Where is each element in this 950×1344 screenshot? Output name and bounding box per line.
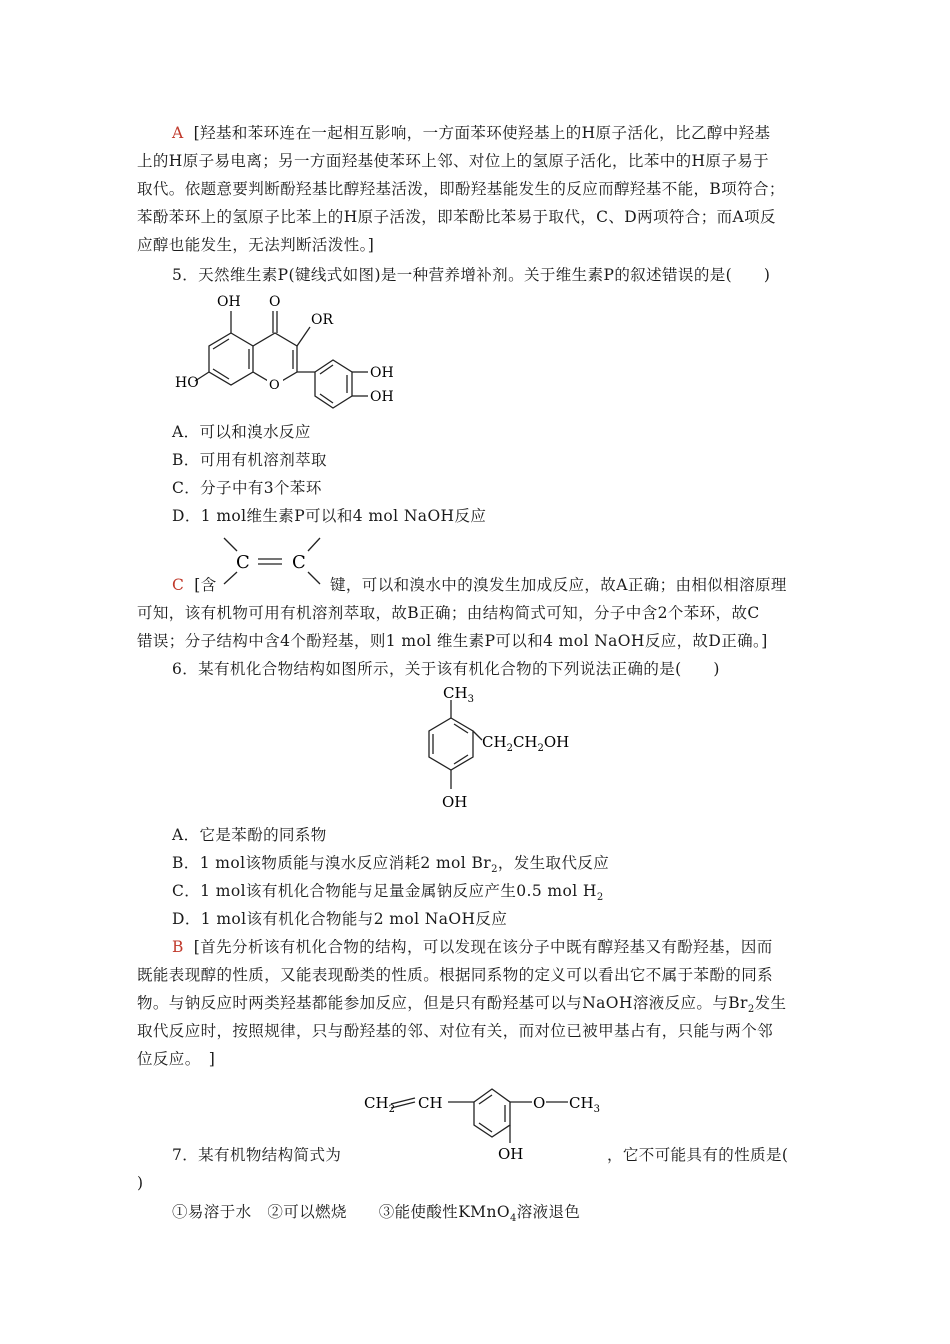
q7-fig-ch: CH [418, 1094, 443, 1112]
q5-option-d: D．1 mol维生素P可以和4 mol NaOH反应 [172, 507, 487, 525]
q6-option-c: C．1 mol该有机化合物能与足量金属钠反应产生0.5 mol $H_2$ [172, 882, 604, 904]
q5-answer-line-3: 错误；分子结构中含4个酚羟基，则1 mol 维生素P可以和4 mol NaOH反应，故D正确。] [137, 632, 768, 650]
q7-fig-ch2: $CH_2$ [364, 1094, 395, 1115]
q7-stem-close: ) [137, 1174, 144, 1192]
q5-fig-carbonyl-o: O [269, 294, 281, 310]
q6-option-a: A．它是苯酚的同系物 [172, 826, 327, 844]
q5-fig-oh-right-2: OH [370, 389, 394, 405]
q7-properties: ①易溶于水 ②可以燃烧 ③能使酸性KMnO$_4$溶液退色 [172, 1203, 581, 1225]
q6-fig-chain: $CH_2CH_2OH$ [482, 733, 570, 754]
q4-answer-line-5: 应醇也能发生，无法判断活泼性。] [137, 236, 375, 254]
q7-structure [360, 1075, 610, 1169]
svg-text:CH3: $CH_3$ [443, 684, 474, 705]
q5-option-c: C．分子中有3个苯环 [172, 479, 322, 497]
q5-cc-c2: C [292, 552, 306, 573]
q6-option-d: D．1 mol该有机化合物能与2 mol NaOH反应 [172, 910, 508, 928]
q5-fig-ring-o: O [269, 378, 280, 393]
q5-answer-line-2: 可知，该有机物可用有机溶剂萃取，故B正确；由结构简式可知，分子中含2个苯环，故C [137, 604, 760, 622]
q6-structure [402, 683, 622, 817]
q4-answer-line-4: 苯酚苯环上的氢原子比苯上的H原子活泼，即苯酚比苯易于取代，C、D两项符合；而A项反 [137, 208, 776, 226]
q5-answer-letter: C [172, 576, 185, 594]
q5-stem: 5．天然维生素P(键线式如图)是一种营养增补剂。关于维生素P的叙述错误的是( ) [172, 266, 771, 284]
q5-cc-double-bond-figure [218, 532, 330, 596]
q6-answer-line-3: 物。与钠反应时两类羟基都能参加反应，但是只有酚羟基可以与NaOH溶液反应。与$Br_2$发生 [137, 994, 787, 1016]
q7-stem-post: ，它不可能具有的性质是( [607, 1146, 789, 1164]
q5-option-b: B．可用有机溶剂萃取 [172, 451, 327, 469]
q5-answer-line-1-rest: 键，可以和溴水中的溴发生加成反应，故A正确；由相似相溶原理 [330, 576, 787, 594]
q7-fig-oh: OH [498, 1145, 524, 1163]
q4-answer-line-3: 取代。依题意要判断酚羟基比醇羟基活泼，即酚羟基能发生的反应而醇羟基不能，B项符合； [137, 180, 785, 198]
q5-answer-line-1-start: C [含 [172, 576, 217, 594]
q7-fig-o: O [533, 1094, 546, 1112]
q6-answer-line-5: 位反应。 ] [137, 1050, 216, 1068]
q5-option-a: A．可以和溴水反应 [172, 423, 311, 441]
q5-fig-or: OR [311, 312, 334, 328]
q5-fig-ho: HO [175, 375, 199, 391]
q5-fig-oh-top: OH [217, 294, 241, 310]
q6-answer-line-2: 既能表现醇的性质，又能表现酚类的性质。根据同系物的定义可以看出它不属于苯酚的同系 [137, 966, 774, 984]
q4-answer-letter: A [172, 124, 184, 142]
q6-answer-letter: B [172, 938, 184, 956]
q7-stem-pre: 7．某有机物结构简式为 [172, 1146, 342, 1164]
q6-fig-oh: OH [442, 793, 468, 811]
q4-answer-line-1: A [羟基和苯环连在一起相互影响，一方面苯环使羟基上的H原子活化，比乙醇中羟基 [172, 124, 771, 142]
q6-fig-ch3: CH [443, 684, 468, 702]
q7-fig-ch3: $CH_3$ [569, 1094, 600, 1115]
q6-option-b: B．1 mol该物质能与溴水反应消耗2 mol $Br_2$，发生取代反应 [172, 854, 610, 876]
q6-stem: 6．某有机化合物结构如图所示，关于该有机化合物的下列说法正确的是( ) [172, 660, 720, 678]
q5-vitamin-p-structure [170, 288, 410, 422]
q4-answer-line-2: 上的H原子易电离；另一方面羟基使苯环上邻、对位上的氢原子活化，比苯中的H原子易于 [137, 152, 770, 170]
q6-answer-line-1: B [首先分析该有机化合物的结构，可以发现在该分子中既有醇羟基又有酚羟基，因而 [172, 938, 773, 956]
q5-cc-c1: C [236, 552, 250, 573]
q6-answer-line-4: 取代反应时，按照规律，只与酚羟基的邻、对位有关，而对位已被甲基占有，只能与两个邻 [137, 1022, 774, 1040]
q5-fig-oh-right-1: OH [370, 365, 394, 381]
